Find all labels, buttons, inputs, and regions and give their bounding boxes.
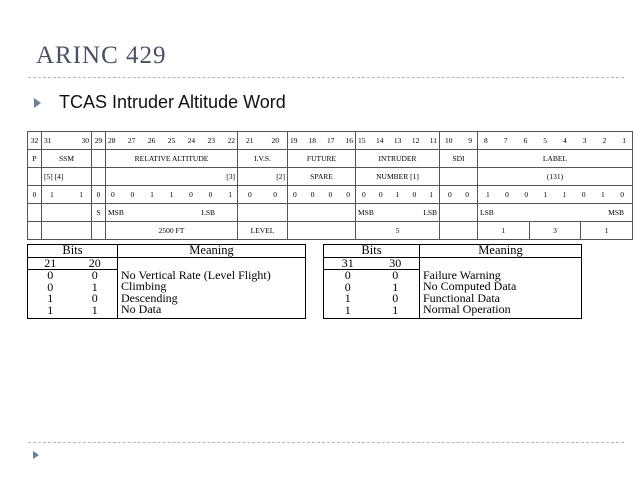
bit-number: 21 <box>246 136 254 145</box>
field-label: LABEL <box>478 150 633 168</box>
bit-value: 1 <box>562 190 567 199</box>
meaning-text: No Data <box>121 302 162 316</box>
meaning-text: Normal Operation <box>423 302 511 316</box>
bit-number: 18 <box>308 136 316 145</box>
bit-value: 0 <box>465 190 469 199</box>
bit-number: 10 <box>445 136 453 145</box>
bit-number: 12 <box>411 136 420 145</box>
bit-value: 0 <box>310 190 315 199</box>
bit-layout-table <box>27 131 633 240</box>
meaning-header: Meaning <box>118 245 306 258</box>
bit-number: 8 <box>484 136 488 145</box>
field-relative-altitude: RELATIVE ALTITUDE <box>106 150 238 168</box>
bit-value: 0 <box>189 190 193 199</box>
bit-value: 0 <box>273 190 277 199</box>
bit-number: 5 <box>543 136 547 145</box>
bits-row: 0 1 <box>47 279 98 294</box>
decoded-label-digit: 1 <box>478 222 530 239</box>
bit-number: 6 <box>523 136 528 145</box>
bit-value: 1 <box>50 190 54 199</box>
slide-title: ARINC 429 <box>36 42 167 69</box>
bit-value: 0 <box>448 190 452 199</box>
bullet-item <box>34 92 286 113</box>
decoded-label-digit: 3 <box>530 222 582 239</box>
lsb-marker: LSB <box>480 208 494 217</box>
bit-number: 27 <box>127 136 136 145</box>
bit-column-label: 21 <box>44 255 57 270</box>
meaning-text: No Vertical Rate (Level Flight) <box>121 267 271 282</box>
field-parity: P <box>28 150 42 168</box>
decoded-value-row <box>28 222 633 240</box>
bit-value: 1 <box>228 190 232 199</box>
meaning-text: Functional Data <box>423 290 500 305</box>
note-ivs: [2] <box>238 168 288 186</box>
bit-number: 26 <box>147 136 156 145</box>
bit-value: 0 <box>505 190 509 199</box>
bit-value: 0 <box>92 186 106 204</box>
field-sdi: SDI <box>440 150 478 168</box>
lsb-marker: LSB <box>423 208 437 217</box>
bit-value: 1 <box>169 190 174 199</box>
decoded-label-digit: 1 <box>604 226 609 235</box>
meaning-text: Climbing <box>121 279 167 293</box>
bit-number: 25 <box>167 136 176 145</box>
bit-number: 20 <box>271 136 279 145</box>
field-intruder: INTRUDER <box>356 150 440 168</box>
bit-value: 1 <box>543 190 548 199</box>
bit-value: 0 <box>208 190 213 199</box>
field-future: FUTURE <box>288 150 356 168</box>
bullet-text: TCAS Intruder Altitude Word <box>59 92 286 112</box>
field-ivs: I.V.S. <box>238 150 288 168</box>
bit-value: 1 <box>601 190 605 199</box>
bit-value: 1 <box>486 190 490 199</box>
bit-number: 19 <box>290 136 298 145</box>
footer-divider <box>28 442 624 443</box>
bit-number: 13 <box>393 136 402 145</box>
bit-column-label: 31 <box>341 255 354 270</box>
meaning-text: No Computed Data <box>423 279 517 293</box>
bit-column-label: 30 <box>389 255 402 270</box>
bit-number: 31 <box>44 136 52 145</box>
bit-number: 11 <box>429 136 437 145</box>
decoded-intruder-number: 5 <box>356 222 440 240</box>
bit-value: 1 <box>429 190 433 199</box>
bits-row: 0 1 <box>344 279 399 294</box>
decoded-relative-altitude: 2500 FT <box>106 222 238 240</box>
meaning-header: Meaning <box>420 245 582 258</box>
bits-row: 1 0 <box>47 291 98 305</box>
lsb-marker: LSB <box>201 208 215 217</box>
bit-number: 2 <box>602 136 607 145</box>
bit-value: 1 <box>150 190 154 199</box>
msb-marker: MSB <box>358 208 374 217</box>
msb-marker: MSB <box>608 208 624 217</box>
bit-value: 0 <box>581 190 586 199</box>
note-spare: SPARE <box>288 168 356 186</box>
bits-row: 0 0 <box>344 268 399 282</box>
bits-row: 1 1 <box>344 302 399 317</box>
footer-arrow-icon <box>33 451 39 459</box>
ivs-meaning-table <box>27 244 306 319</box>
triangle-bullet-icon <box>34 98 41 108</box>
bit-value: 1 <box>79 190 83 199</box>
ssm-meaning-table <box>323 244 582 319</box>
bit-number: 23 <box>207 136 216 145</box>
bits-header: Bits <box>28 245 118 258</box>
bit-number: 29 <box>92 132 106 150</box>
bit-value-row <box>28 186 633 204</box>
bit-number: 30 <box>81 136 89 145</box>
bit-value: 0 <box>378 190 383 199</box>
bit-column-label: 20 <box>88 255 101 270</box>
bit-value: 0 <box>293 190 297 199</box>
bit-number: 4 <box>563 136 567 145</box>
bit-number: 24 <box>187 136 196 145</box>
bits-row: 1 1 <box>47 302 98 317</box>
bit-number: 14 <box>375 136 384 145</box>
bit-value: 0 <box>248 190 252 199</box>
bit-value: 1 <box>395 190 400 199</box>
note-relative-altitude: [3] <box>106 168 238 186</box>
bits-row: 0 0 <box>47 268 98 282</box>
bit-number: 15 <box>358 136 366 145</box>
bit-number: 17 <box>327 136 335 145</box>
note-intruder-number: NUMBER [1] <box>356 168 440 186</box>
bit-number: 7 <box>503 136 508 145</box>
bit-value: 0 <box>412 190 417 199</box>
bit-number: 22 <box>227 136 235 145</box>
bit-number-row <box>28 132 633 150</box>
bit-value: 0 <box>620 190 624 199</box>
bit-value: 0 <box>328 190 333 199</box>
sign-bit-marker: S <box>92 204 106 222</box>
bits-row: 1 0 <box>344 291 399 305</box>
meaning-text: Descending <box>121 290 178 305</box>
field-note-row <box>28 168 633 186</box>
msb-lsb-row <box>28 204 633 222</box>
meaning-text: Failure Warning <box>423 267 501 282</box>
bit-value: 0 <box>111 190 115 199</box>
bit-value: 0 <box>28 186 42 204</box>
bit-value: 0 <box>130 190 135 199</box>
bit-number: 3 <box>582 136 587 145</box>
bit-number: 9 <box>468 136 472 145</box>
field-ssm: SSM <box>42 150 92 168</box>
bit-value: 0 <box>362 190 366 199</box>
bit-number: 32 <box>28 132 42 150</box>
msb-marker: MSB <box>108 208 124 217</box>
bit-value: 0 <box>346 190 350 199</box>
bit-number: 1 <box>622 136 626 145</box>
bits-header: Bits <box>324 245 420 258</box>
decoded-ivs: LEVEL <box>238 222 288 240</box>
note-label: (131) <box>478 168 633 186</box>
bit-number: 28 <box>108 136 116 145</box>
field-name-row <box>28 150 633 168</box>
bit-number: 16 <box>345 136 353 145</box>
bit-value: 0 <box>524 190 529 199</box>
title-divider <box>28 77 624 78</box>
note-ssm: [5] [4] <box>42 168 92 186</box>
